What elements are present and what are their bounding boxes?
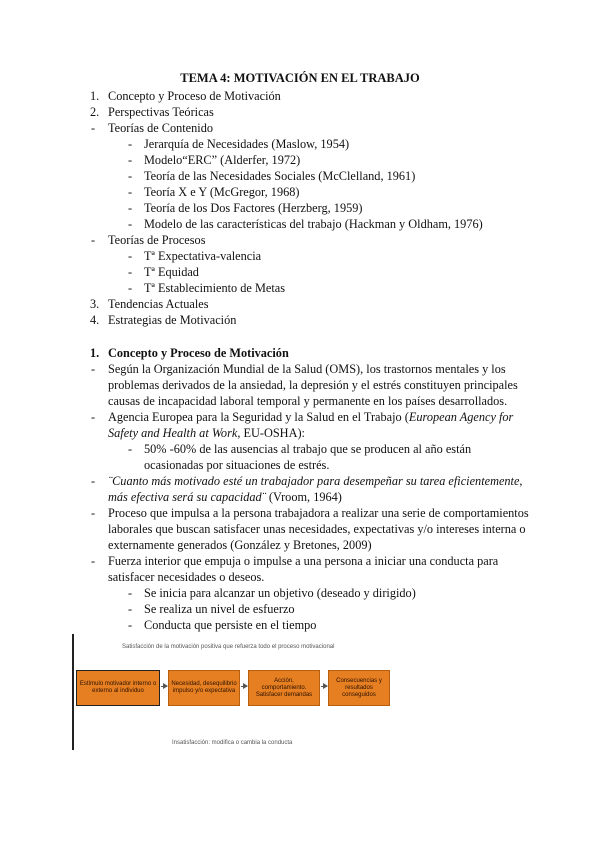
outline-subitem: Teoría de las Necesidades Sociales (McClelland, 1961) — [144, 169, 416, 183]
outline-dash: - — [128, 265, 133, 279]
outline-subitem: Modelo de las características del trabajo (Hackman y Oldham, 1976) — [144, 217, 483, 231]
outline-dash: - — [128, 153, 133, 167]
bullet-dash: - — [128, 442, 133, 456]
arrow-right — [321, 686, 327, 687]
bullet-dash: - — [91, 362, 96, 376]
paragraph-line: ocasionadas por situaciones de estrés. — [144, 458, 330, 472]
paragraph-line: 50% -60% de las ausencias al trabajo que se producen al año están — [144, 442, 472, 456]
motivation-process-diagram — [72, 630, 392, 752]
outline-dash: - — [128, 185, 133, 199]
outline-dash: - — [128, 281, 133, 295]
paragraph-line: satisfacer necesidades o deseos. — [108, 570, 265, 584]
bullet-dash: - — [91, 410, 96, 424]
text-run-italic: más efectiva será su capacidad¨ — [108, 490, 266, 504]
action-box: Acción, comportamiento. Satisfacer demandas — [248, 670, 320, 706]
paragraph-line — [108, 409, 513, 425]
paragraph-line: Conducta que persiste en el tiempo — [144, 618, 317, 632]
stimulus-box: Estímulo motivador interno o externo al individuo — [76, 670, 160, 706]
paragraph-line: Fuerza interior que empuja o impulse a una persona a iniciar una conducta para — [108, 554, 499, 568]
outline-dash: - — [91, 233, 96, 247]
positive-feedback-label: Satisfacción de la motivación positiva que refuerza todo el proceso motivacional — [122, 644, 335, 650]
outline-subitem: Tª Establecimiento de Metas — [144, 281, 286, 295]
paragraph-line: externamente generados (González y Bretones, 2009) — [108, 538, 372, 552]
outline-subitem: Tª Equidad — [144, 265, 199, 279]
text-run: (Vroom, 1964) — [265, 490, 342, 504]
outline-subitem: Tª Expectativa-valencia — [144, 249, 262, 263]
section-heading-marker: 1. — [90, 346, 100, 360]
outline-item-4: Estrategias de Motivación — [108, 313, 237, 327]
arrow-right — [241, 686, 247, 687]
text-run-italic: European Agency for — [408, 410, 514, 424]
outline-marker-2: 2. — [90, 105, 100, 119]
outline-item-2: Perspectivas Teóricas — [108, 105, 214, 119]
outline-content-theories: Teorías de Contenido — [108, 121, 214, 135]
quote-line — [108, 489, 342, 505]
paragraph-line: laborales que buscan satisfacer unas necesidades, expectativas y/o intereses interna o — [108, 522, 526, 536]
text-run: , EU-OSHA): — [237, 426, 305, 440]
outline-dash: - — [128, 169, 133, 183]
paragraph-line: causas de incapacidad laboral temporal y permanente en los países desarrollados. — [108, 394, 508, 408]
arrow-right — [161, 686, 167, 687]
paragraph-line: Según la Organización Mundial de la Salud (OMS), los trastornos mentales y los — [108, 362, 506, 376]
bullet-dash: - — [128, 586, 133, 600]
page-title: TEMA 4: MOTIVACIÓN EN EL TRABAJO — [180, 71, 420, 85]
outline-dash: - — [128, 137, 133, 151]
paragraph-line: Se realiza un nivel de esfuerzo — [144, 602, 295, 616]
outline-dash: - — [128, 217, 133, 231]
paragraph-line: Proceso que impulsa a la persona trabajadora a realizar una serie de comportamientos — [108, 506, 529, 520]
bullet-dash: - — [128, 602, 133, 616]
outline-item-1: Concepto y Proceso de Motivación — [108, 89, 281, 103]
outline-subitem: Teoría de los Dos Factores (Herzberg, 1959) — [144, 201, 363, 215]
outline-dash: - — [91, 121, 96, 135]
outline-subitem: Jerarquía de Necesidades (Maslow, 1954) — [144, 137, 350, 151]
bullet-dash: - — [91, 474, 96, 488]
outline-dash: - — [128, 249, 133, 263]
outline-process-theories: Teorías de Procesos — [108, 233, 206, 247]
paragraph-line — [108, 425, 305, 441]
negative-feedback-label: Insatisfacción: modifica o cambia la conducta — [172, 740, 293, 746]
outline-marker-4: 4. — [90, 313, 100, 327]
need-box: Necesidad, desequilibrio impulso y/o expectativa — [168, 670, 240, 706]
outline-dash: - — [128, 201, 133, 215]
bullet-dash: - — [128, 618, 133, 632]
outline-subitem: Teoría X e Y (McGregor, 1968) — [144, 185, 300, 199]
quote-line: ¨Cuanto más motivado esté un trabajador para desempeñar su tarea eficientemente, — [108, 474, 523, 488]
text-run: Agencia Europea para la Seguridad y la Salud en el Trabajo ( — [108, 410, 409, 424]
bullet-dash: - — [91, 506, 96, 520]
outline-marker-1: 1. — [90, 89, 100, 103]
paragraph-line: problemas derivados de la ansiedad, la depresión y el estrés constituyen principales — [108, 378, 518, 392]
outline-item-3: Tendencias Actuales — [108, 297, 209, 311]
paragraph-line: Se inicia para alcanzar un objetivo (deseado y dirigido) — [144, 586, 416, 600]
section-heading: Concepto y Proceso de Motivación — [108, 346, 289, 360]
consequences-box: Consecuencias y resultados conseguidos — [328, 670, 390, 706]
diagram-left-bar — [72, 634, 74, 750]
outline-subitem: Modelo“ERC” (Alderfer, 1972) — [144, 153, 301, 167]
outline-marker-3: 3. — [90, 297, 100, 311]
text-run-italic: Safety and Health at Work — [108, 426, 238, 440]
bullet-dash: - — [91, 554, 96, 568]
